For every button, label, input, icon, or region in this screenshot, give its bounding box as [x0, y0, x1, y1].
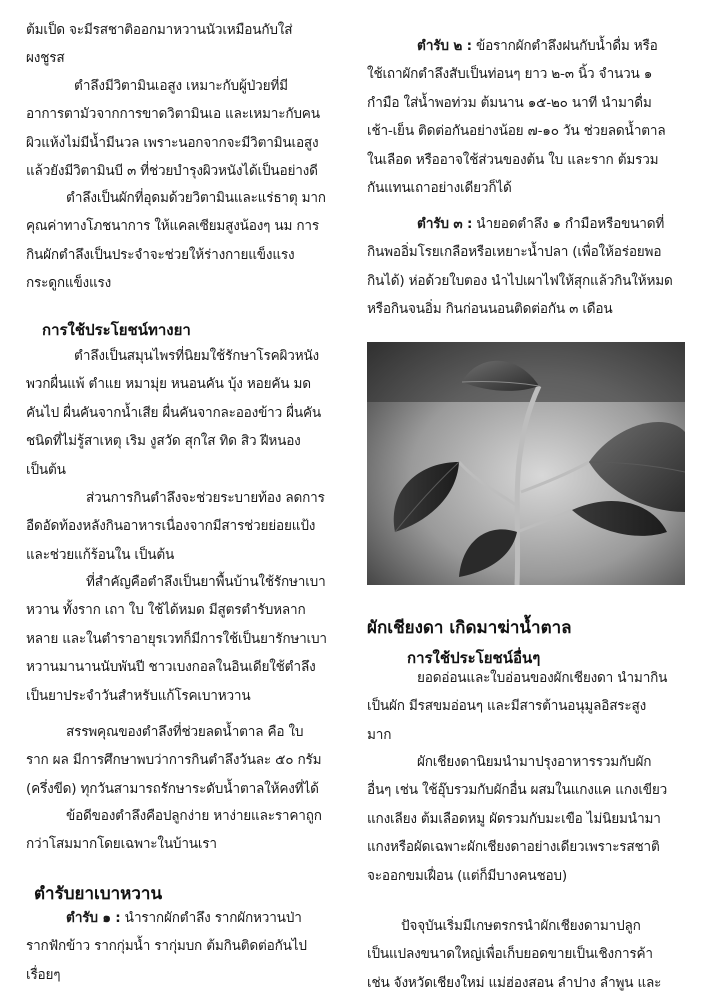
recipe-label: ตำรับ ๓ : — [417, 216, 473, 232]
plant-photo — [367, 342, 685, 585]
recipe-label: ตำรับ ๑ : — [66, 910, 121, 926]
section-heading-medicinal: การใช้ประโยชน์ทางยา — [42, 321, 191, 339]
plant-illustration — [367, 342, 685, 585]
paragraph: ข้อดีของตำลึงคือปลูกง่าย หาง่ายและราคาถูก กว่าโสมมากโดยเฉพาะในบ้านเรา — [26, 808, 322, 853]
paragraph: ตำลึงเป็นผักที่อุดมด้วยวิตามินและแร่ธาตุ มาก คุณค่าทางโภชนาการ ให้แคลเซียมสูงน้องๆ นม การ กินผักตำลึงเป็นประจำจะช่วยให้ร่างกายแข็งแรง กระดูกแข็งแรง — [26, 190, 326, 292]
section-heading-plant: ผักเชียงดา เกิดมาฆ่าน้ำตาล — [367, 618, 572, 638]
recipe-2 — [367, 32, 685, 202]
section-heading-other-uses: การใช้ประโยชน์อื่นๆ — [407, 649, 541, 667]
section-heading-recipes: ตำรับยาเบาหวาน — [34, 884, 163, 904]
paragraph: ผักเชียงดานิยมนำมาปรุงอาหารรวมกับผัก อื่นๆ เช่น ใช้อุ๊บรวมกับผักอื่น ผสมในแกงแค แกงเขียว แกงเลียง ต้มเลือดหมู ผัดรวมกับมะเขือ ไม่นิยมนำมา แกงหรือผัดเฉพาะผักเชียงดาอย่างเดียวเพราะรสชาติ จะออกขมเฝื่อน (แต่ก็มีบางคนชอบ) — [367, 754, 668, 884]
recipe-text: นำยอดตำลึง ๑ กำมือหรือขนาดที่ กินพออิ่มโรยเกลือหรือเหยาะน้ำปลา (เพื่อให้อร่อยพอ กินได้) ห่อด้วยใบตอง นำไปเผาไฟให้สุกแล้วกินให้หมด หรือกินจนอิ่ม กินก่อนนอนติดต่อกัน ๓ เดือน — [367, 216, 673, 318]
paragraph: สรรพคุณของตำลึงที่ช่วยลดน้ำตาล คือ ใบ ราก ผล มีการศึกษาพบว่าการกินตำลึงวันละ ๕๐ กรัม (ครึ่งขีด) ทุกวันสามารถรักษาระดับน้ำตาลให้คงที่ได้ — [26, 724, 322, 797]
recipe-label: ตำรับ ๒ : — [417, 38, 472, 54]
recipe-3 — [367, 210, 685, 324]
recipe-text: ข้อรากผักตำลึงฝนกับน้ำดื่ม หรือ ใช้เถาผักตำลึงสับเป็นท่อนๆ ยาว ๒-๓ นิ้ว จำนวน ๑ กำมือ ใส่น้ำพอท่วม ต้มนาน ๑๕-๒๐ นาที นำมาดื่ม เช้า-เย็น ติดต่อกันอย่างน้อย ๗-๑๐ วัน ช่วยลดน้ำตาล ในเลือด หรืออาจใช้ส่วนของต้น ใบ และราก ต้มรวม กันแทนเถาอย่างเดียวก็ได้ — [367, 38, 666, 197]
recipe-text: นำรากผักตำลึง รากผักหวานป่า รากฟักข้าว รากกุ่มน้ำ รากุ่มบก ต้มกินติดต่อกันไป เรื่อยๆ — [26, 910, 307, 983]
paragraph: ปัจจุบันเริ่มมีเกษตรกรนำผักเชียงดามาปลูก เป็นแปลงขนาดใหญ่เพื่อเก็บยอดขายเป็นเชิงการค้า เช่น จังหวัดเชียงใหม่ แม่ฮ่องสอน ลำปาง ลำพูน และ — [367, 918, 662, 991]
paragraph: ส่วนการกินตำลึงจะช่วยระบายท้อง ลดการ อืดอัดท้องหลังกินอาหารเนื่องจากมีสารช่วยย่อยแป้ง และช่วยแก้ร้อนใน เป็นต้น — [26, 490, 325, 563]
paragraph: ต้มเป็ด จะมีรสชาติออกมาหวานนัวเหมือนกับใส่ ผงชูรส — [26, 22, 293, 67]
paragraph: ที่สำคัญคือตำลึงเป็นยาพื้นบ้านใช้รักษาเบา หวาน ทั้งราก เถา ใบ ใช้ได้หมด มีสูตรตำรับหลาก หลาย และในตำราอายุรเวทก็มีการใช้เป็นยารักษาเบา หวานมานานนับพันปี ชาวเบงกอลในอินเดียใช้ตำลึง เป็นยาประจำวันสำหรับแก้โรคเบาหวาน — [26, 574, 327, 704]
paragraph: ยอดอ่อนและใบอ่อนของผักเชียงดา นำมากิน เป็นผัก มีรสขมอ่อนๆ และมีสารต้านอนุมูลอิสระสูง มาก — [367, 670, 668, 743]
recipe-1 — [26, 904, 344, 989]
paragraph: ตำลึงมีวิตามินเอสูง เหมาะกับผู้ป่วยที่มี อาการตามัวจากการขาดวิตามินเอ และเหมาะกับคน ผิวแห้งไม่มีน้ำมีนวล เพราะนอกจากจะมีวิตามินเอสูง แล้วยังมีวิตามินบี ๓ ที่ช่วยบำรุงผิวหนังได้เป็นอย่างดี — [26, 78, 320, 180]
paragraph: ตำลึงเป็นสมุนไพรที่นิยมใช้รักษาโรคผิวหนัง พวกผื่นแพ้ ตำแย หมามุ่ย หนอนคัน บุ้ง หอยคัน มด คันไป ผื่นคันจากน้ำเสีย ผื่นคันจากละอองข้าว ผื่นคัน ชนิดที่ไม่รู้สาเหตุ เริม งูสวัด สุกใส ทิด สิว ฝีหนอง เป็นต้น — [26, 348, 321, 478]
